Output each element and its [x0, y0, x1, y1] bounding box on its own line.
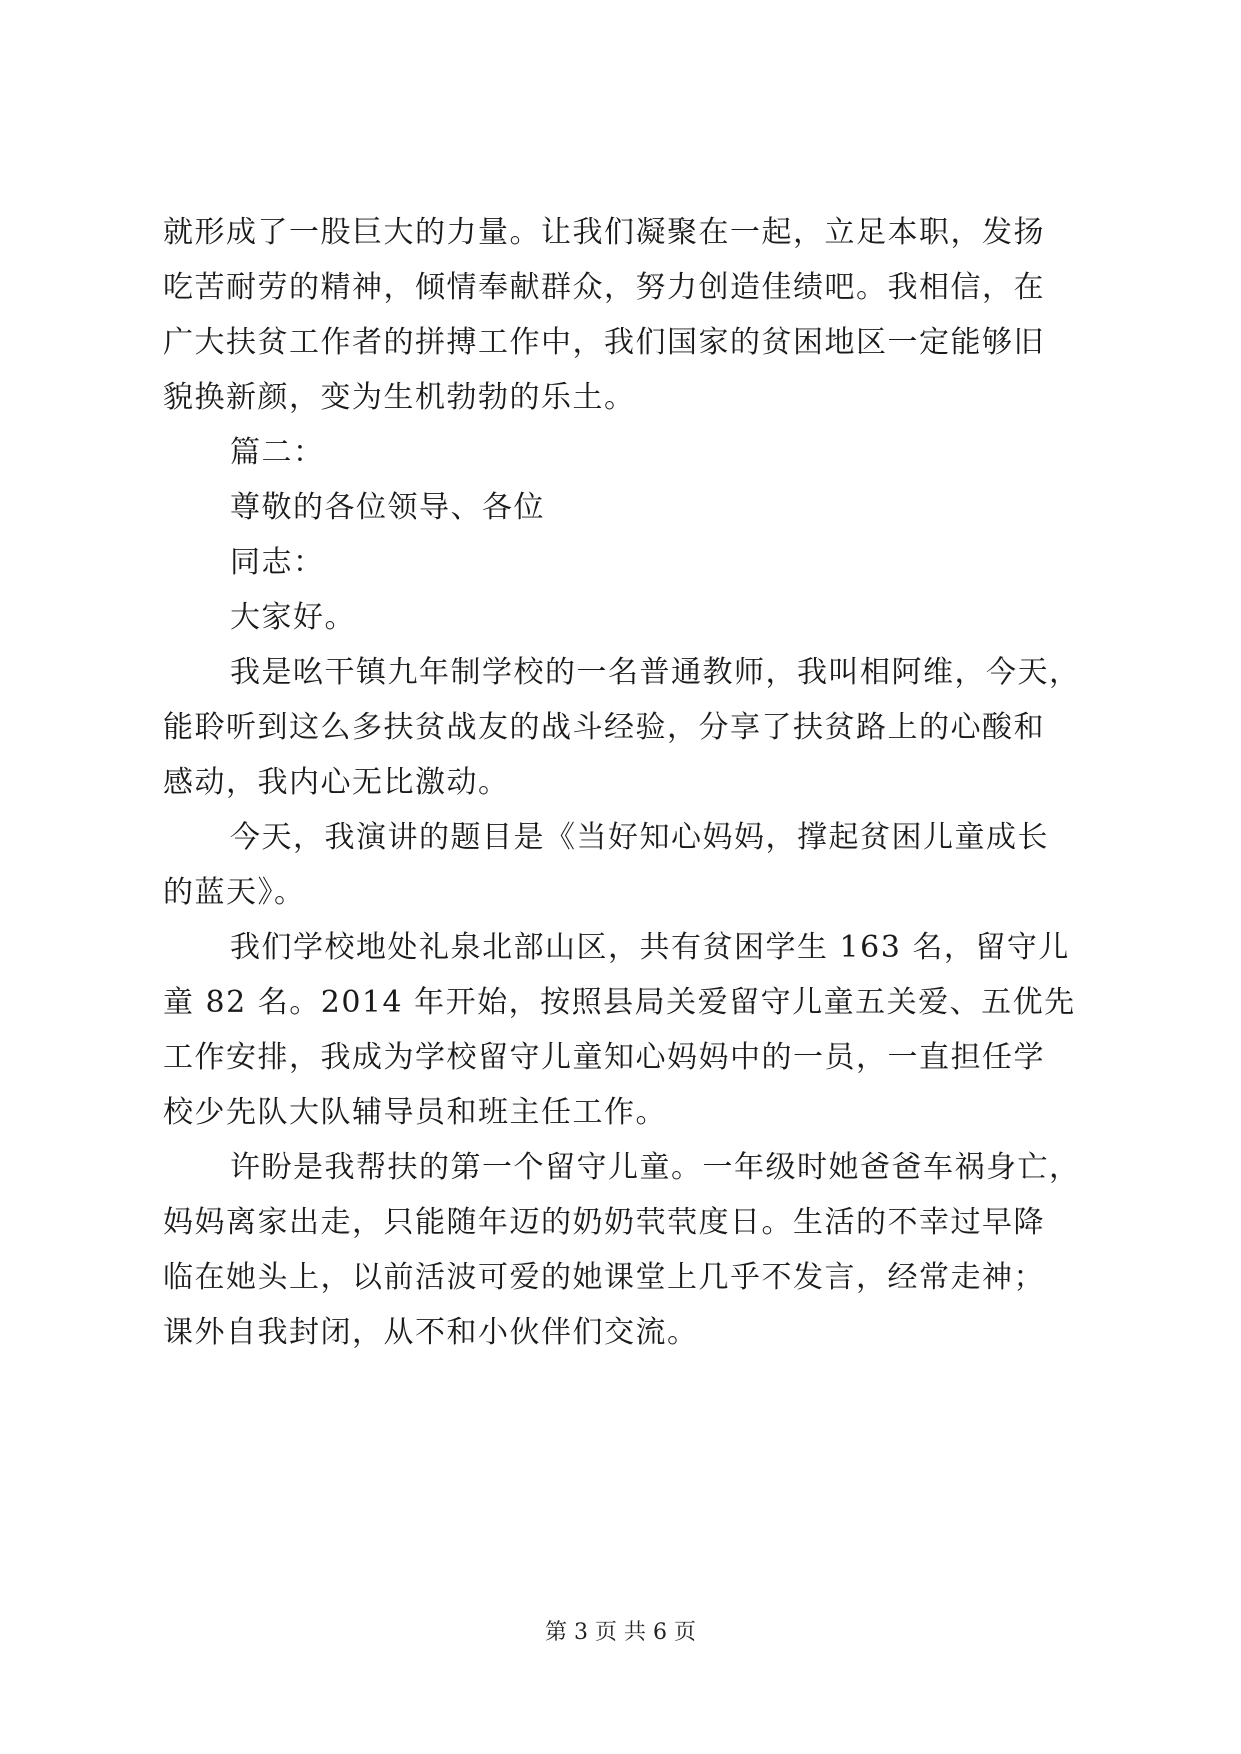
- body-text-line: 我是吆干镇九年制学校的一名普通教师，我叫相阿维，今天，: [230, 655, 1081, 690]
- body-text-line: 就形成了一股巨大的力量。让我们凝聚在一起，立足本职，发扬: [163, 215, 1045, 250]
- greeting-line: 大家好。: [230, 600, 356, 635]
- body-text-line: 貌换新颜，变为生机勃勃的乐土。: [163, 380, 636, 415]
- body-text-line: 我们学校地处礼泉北部山区，共有贫困学生 163 名，留守儿: [230, 930, 1070, 965]
- body-text-line: 吃苦耐劳的精神，倾情奉献群众，努力创造佳绩吧。我相信，在: [163, 270, 1045, 305]
- body-text-line: 工作安排，我成为学校留守儿童知心妈妈中的一员，一直担任学: [163, 1040, 1045, 1075]
- body-text-line: 校少先队大队辅导员和班主任工作。: [163, 1095, 667, 1130]
- body-text-line: 许盼是我帮扶的第一个留守儿童。一年级时她爸爸车祸身亡，: [230, 1150, 1081, 1185]
- body-text-line: 广大扶贫工作者的拼搏工作中，我们国家的贫困地区一定能够旧: [163, 325, 1045, 360]
- body-text-line: 妈妈离家出走，只能随年迈的奶奶茕茕度日。生活的不幸过早降: [163, 1205, 1045, 1240]
- body-text-line: 临在她头上，以前活波可爱的她课堂上几乎不发言，经常走神；: [163, 1260, 1045, 1295]
- body-text-line: 童 82 名。2014 年开始，按照县局关爱留守儿童五关爱、五优先: [163, 985, 1076, 1020]
- salutation-line: 同志：: [230, 545, 325, 580]
- body-text-line: 课外自我封闭，从不和小伙伴们交流。: [163, 1315, 699, 1350]
- body-text-line: 感动，我内心无比激动。: [163, 765, 510, 800]
- body-text-line: 的蓝天》。: [163, 875, 306, 910]
- salutation-line: 尊敬的各位领导、各位: [230, 490, 545, 525]
- body-text-line: 今天，我演讲的题目是《当好知心妈妈，撑起贫困儿童成长: [230, 820, 1049, 855]
- section-heading: 篇二：: [230, 435, 325, 470]
- body-text-line: 能聆听到这么多扶贫战友的战斗经验，分享了扶贫路上的心酸和: [163, 710, 1045, 745]
- page-number-footer: 第 3 页 共 6 页: [545, 1620, 696, 1645]
